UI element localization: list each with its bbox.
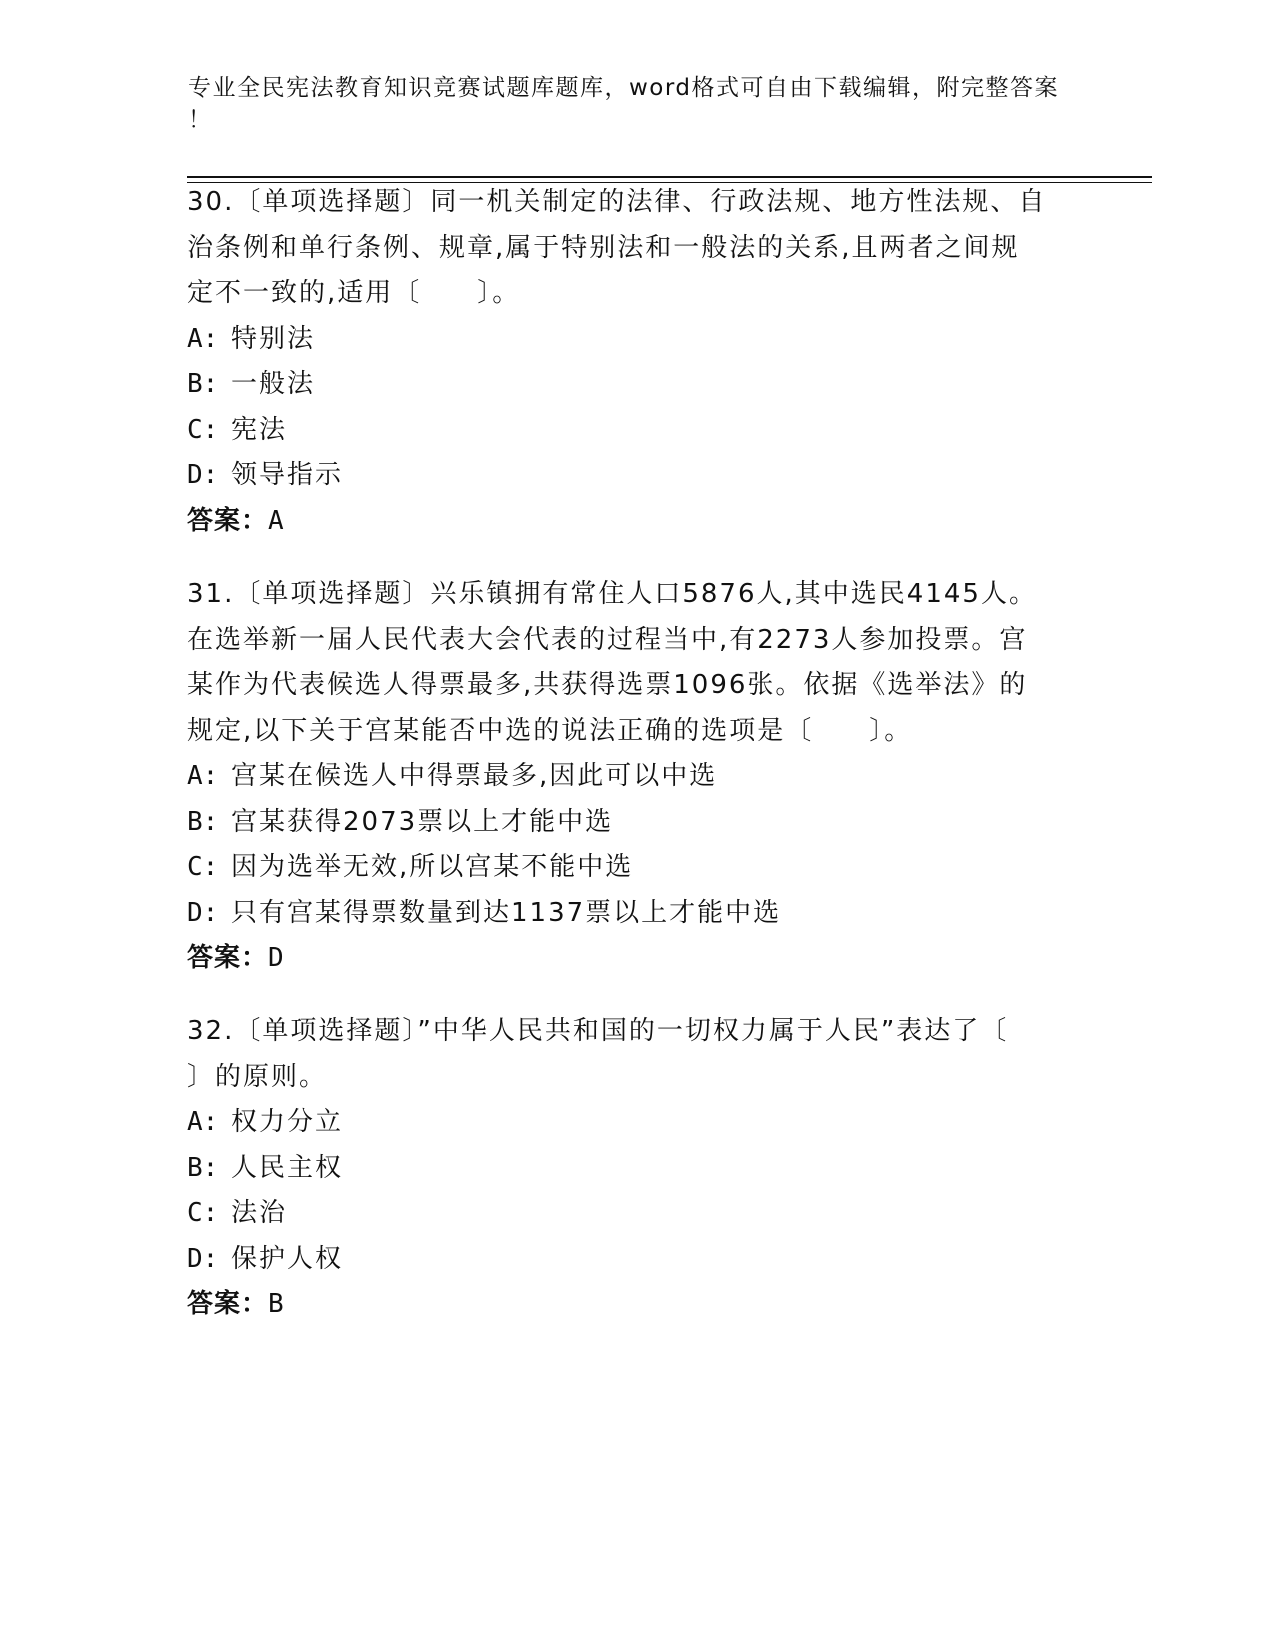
option-text: 因为选举无效,所以宫某不能中选 bbox=[231, 852, 634, 882]
option-c bbox=[187, 1191, 1087, 1237]
option-letter: D: bbox=[187, 1243, 219, 1274]
option-letter: D: bbox=[187, 460, 219, 490]
option-letter: C: bbox=[187, 414, 219, 445]
option-letter: B: bbox=[187, 806, 219, 837]
option-d bbox=[187, 453, 1087, 499]
option-text: 宫某获得2073票以上才能中选 bbox=[231, 806, 614, 837]
option-text: 保护人权 bbox=[231, 1243, 344, 1274]
answer-value: D bbox=[268, 943, 285, 973]
answer-label: 答案： bbox=[187, 943, 269, 973]
answer-label: 答案： bbox=[187, 505, 269, 536]
option-b bbox=[187, 362, 1087, 408]
option-letter: D: bbox=[187, 897, 219, 928]
answer-line bbox=[187, 936, 1087, 982]
option-text: 宫某在候选人中得票最多,因此可以中选 bbox=[231, 761, 718, 791]
option-letter: C: bbox=[187, 1198, 219, 1228]
answer-value: A bbox=[268, 505, 285, 536]
answer-line bbox=[187, 499, 1087, 545]
option-d bbox=[187, 891, 1087, 937]
document-header bbox=[188, 72, 1068, 136]
option-text: 领导指示 bbox=[231, 460, 344, 490]
question-31 bbox=[187, 572, 1087, 982]
answer-value: B bbox=[268, 1289, 285, 1319]
question-32 bbox=[187, 1009, 1087, 1328]
option-letter: A: bbox=[187, 761, 219, 791]
option-letter: C: bbox=[187, 852, 219, 882]
header-title-continuation: ！ bbox=[188, 107, 213, 133]
option-a bbox=[187, 317, 1087, 363]
option-text: 法治 bbox=[231, 1198, 288, 1228]
option-c bbox=[187, 845, 1087, 891]
question-stem-line: 〕的原则。 bbox=[187, 1061, 328, 1092]
option-text: 宪法 bbox=[231, 414, 288, 445]
option-text: 人民主权 bbox=[231, 1152, 344, 1183]
answer-line bbox=[187, 1282, 1087, 1328]
option-b bbox=[187, 800, 1087, 846]
option-text: 只有宫某得票数量到达1137票以上才能中选 bbox=[231, 897, 782, 928]
question-stem-line: 某作为代表候选人得票最多,共获得选票1096张。依据《选举法》的 bbox=[187, 670, 1028, 700]
question-30 bbox=[187, 180, 1087, 544]
option-d bbox=[187, 1237, 1087, 1283]
option-text: 权力分立 bbox=[231, 1107, 344, 1137]
question-stem-line: 31.〔单项选择题〕兴乐镇拥有常住人口5876人,其中选民4145人。 bbox=[187, 579, 1037, 609]
question-stem-line: 定不一致的,适用〔 〕。 bbox=[187, 278, 521, 308]
answer-label: 答案： bbox=[187, 1289, 269, 1319]
question-stem-line: 30.〔单项选择题〕同一机关制定的法律、行政法规、地方性法规、自 bbox=[187, 187, 1047, 217]
option-b bbox=[187, 1146, 1087, 1192]
option-a bbox=[187, 754, 1087, 800]
option-letter: A: bbox=[187, 323, 219, 354]
option-c bbox=[187, 408, 1087, 454]
option-text: 特别法 bbox=[231, 323, 316, 354]
option-letter: A: bbox=[187, 1107, 219, 1137]
option-letter: B: bbox=[187, 369, 219, 399]
question-stem-line: 32.〔单项选择题〕”中华人民共和国的一切权力属于人民”表达了〔 bbox=[187, 1016, 1009, 1046]
option-text: 一般法 bbox=[231, 369, 316, 399]
option-letter: B: bbox=[187, 1152, 219, 1183]
option-a bbox=[187, 1100, 1087, 1146]
header-title: 专业全民宪法教育知识竞赛试题库题库，word格式可自由下载编辑，附完整答案 bbox=[188, 75, 1060, 101]
question-stem-line: 治条例和单行条例、规章,属于特别法和一般法的关系,且两者之间规 bbox=[187, 232, 1020, 263]
header-divider-thick bbox=[187, 176, 1152, 178]
question-stem-line: 在选举新一届人民代表大会代表的过程当中,有2273人参加投票。宫 bbox=[187, 624, 1028, 655]
question-stem-line: 规定,以下关于宫某能否中选的说法正确的选项是〔 〕。 bbox=[187, 715, 913, 746]
